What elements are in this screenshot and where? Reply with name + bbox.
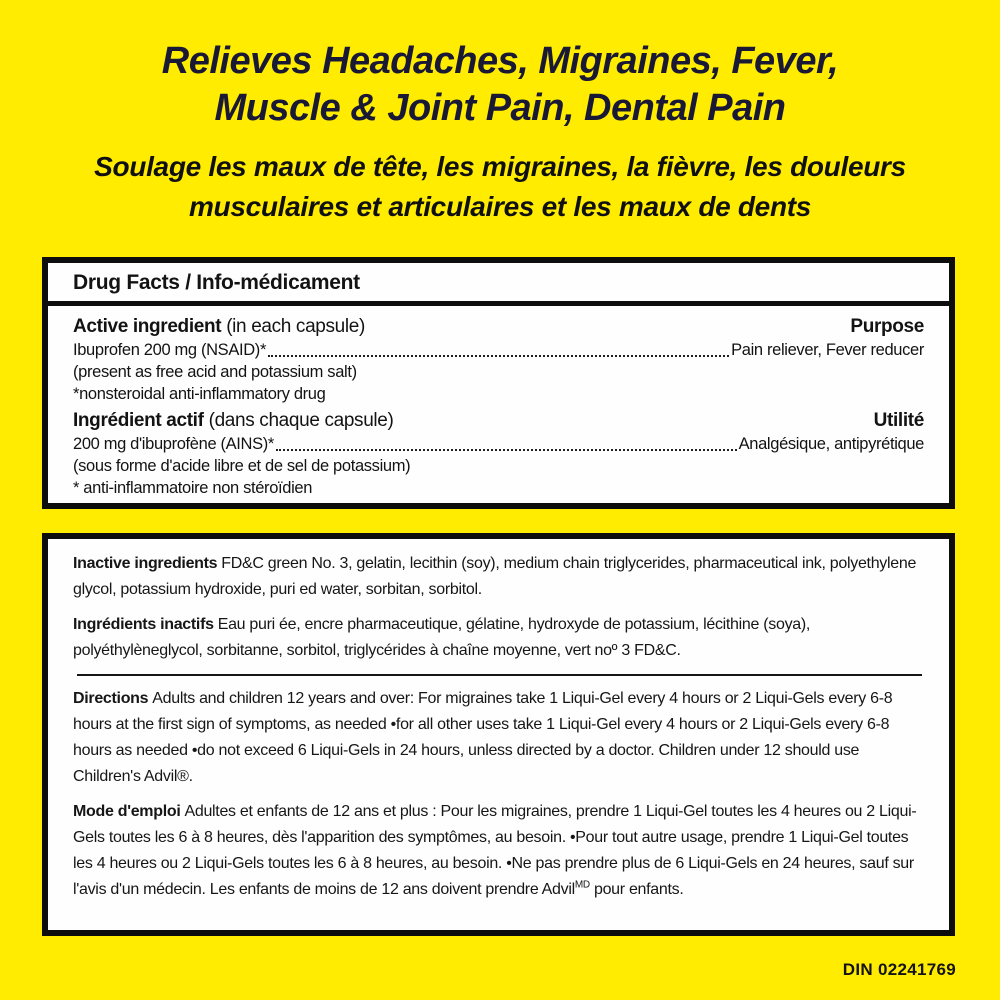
drug-facts-content	[48, 306, 949, 499]
active-ingredient-qualifier-fr: (dans chaque capsule)	[208, 410, 394, 431]
ingredient-row-en	[73, 339, 924, 361]
headline-french-line1: Soulage les maux de tête, les migraines, la fièvre, les douleurs	[94, 151, 906, 182]
inactive-ingredients-fr	[73, 612, 924, 664]
directions-text-fr: Adultes et enfants de 12 ans et plus : Pour les migraines, prendre 1 Liqui-Gel toutes les 4 heures ou 2 Liqui-Gels toutes les 6 à 8 heures, dès l'apparition des symptômes, au besoin. •Pour tout autre usage, prendre 1 Liqui-Gel toutes les 4 heures ou 2 Liqui-Gels toutes les 6 à 8 heures, au besoin. •Ne pas prendre plus de 6 Liqui-Gels en 24 heures, sauf sur l'avis d'un médecin. Les enfants de moins de 12 ans doivent prendre Advil	[73, 803, 917, 898]
directions-text-fr-end: pour enfants.	[589, 881, 684, 898]
dotted-leader	[268, 355, 729, 357]
directions-lead-fr: Mode d'emploi	[73, 803, 181, 820]
purpose-value-en: Pain reliever, Fever reducer	[731, 341, 924, 359]
directions-lead-en: Directions	[73, 690, 149, 707]
inactive-ingredients-lead-en: Inactive ingredients	[73, 555, 218, 572]
directions-text-en: Adults and children 12 years and over: For migraines take 1 Liqui-Gel every 4 hours or 2 Liqui-Gels every 6-8 hours at the first sign of symptoms, as needed •for all other uses take 1 Liqui-Gel every 4 hours or 2 Liqui-Gels every 6-8 hours as needed •do not exceed 6 Liqui-Gels in 24 hours, unless directed by a doctor. Children under 12 should use Children's Advil®.	[73, 690, 893, 785]
purpose-label-en: Purpose	[850, 316, 924, 337]
active-ingredient-heading-en	[73, 314, 924, 339]
info-box	[42, 533, 955, 936]
ingredient-name-fr: 200 mg d'ibuprofène (AINS)*	[73, 435, 274, 453]
directions-fr	[73, 799, 924, 903]
ingredient-note1-fr: (sous forme d'acide libre et de sel de potassium)	[73, 457, 411, 475]
ingredient-name-en: Ibuprofen 200 mg (NSAID)*	[73, 341, 267, 359]
dotted-leader	[276, 449, 737, 451]
active-ingredient-heading-fr	[73, 408, 924, 433]
headline-english-line2: Muscle & Joint Pain, Dental Pain	[214, 87, 786, 129]
headline-english-line1: Relieves Headaches, Migraines, Fever,	[161, 40, 839, 82]
ingredient-row-fr	[73, 433, 924, 455]
active-ingredient-qualifier-en: (in each capsule)	[226, 316, 365, 337]
drug-facts-title: Drug Facts / Info-médicament	[48, 263, 949, 306]
ingredient-note2-fr: * anti-inflammatoire non stéroïdien	[73, 479, 313, 497]
headline-french	[0, 147, 1000, 227]
inactive-ingredients-lead-fr: Ingrédients inactifs	[73, 616, 214, 633]
inactive-ingredients-text-fr: Eau puri ée, encre pharmaceutique, gélatine, hydroxyde de potassium, lécithine (soya), polyéthylèneglycol, sorbitanne, sorbitol, triglycérides à chaîne moyenne, vert noº 3 FD&C.	[73, 616, 811, 659]
inactive-ingredients-text-en: FD&C green No. 3, gelatin, lecithin (soy), medium chain triglycerides, pharmaceutical ink, polyethylene glycol, potassium hydroxide, puri ed water, sorbitan, sorbitol.	[73, 555, 917, 598]
section-divider	[77, 674, 922, 676]
drug-facts-box	[42, 257, 955, 509]
active-ingredient-label-fr: Ingrédient actif	[73, 410, 204, 431]
trademark-superscript: MD	[574, 879, 590, 891]
ingredient-note1-en: (present as free acid and potassium salt)	[73, 363, 357, 381]
ingredient-note2-en: *nonsteroidal anti-inflammatory drug	[73, 385, 326, 403]
purpose-value-fr: Analgésique, antipyrétique	[738, 435, 924, 453]
purpose-label-fr: Utilité	[873, 410, 924, 431]
headline-french-line2: musculaires et articulaires et les maux de dents	[188, 191, 812, 222]
directions-en	[73, 686, 924, 790]
active-ingredient-label-en: Active ingredient	[73, 316, 222, 337]
inactive-ingredients-en	[73, 551, 924, 603]
din-number: DIN 02241769	[842, 960, 956, 979]
headline-english	[0, 38, 1000, 132]
